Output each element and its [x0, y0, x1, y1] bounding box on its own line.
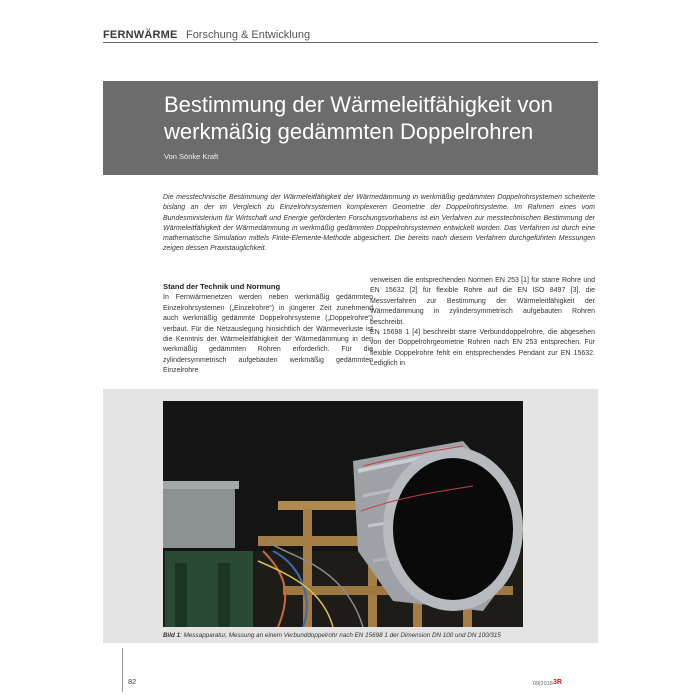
article-title: Bestimmung der Wärmeleitfähigkeit von werkmäßig gedämmten Doppelrohren [164, 92, 553, 144]
figure-area [103, 389, 598, 643]
header-section: Forschung & Entwicklung [185, 29, 311, 41]
measurement-apparatus-illustration [163, 401, 523, 627]
issue-label: 09|2018 [533, 681, 553, 687]
running-header [103, 25, 598, 43]
figure-caption-text: : Messapparatur, Messung an einem Verbunddoppelrohr nach EN 15698 1 der Dimension DN 100 und DN 100/315 [180, 632, 501, 639]
article-author: Von Sönke Kraft [164, 152, 219, 161]
figure-photo [163, 401, 523, 627]
body-paragraph: EN 15698 1 [4] beschreibt starre Verbunddoppelrohre, die abgesehen von der Doppelrohrgeometrie Rohren nach EN 253 entsprechen. Für flexible Doppelrohre fehlt ein entsprechendes Pendant zur EN 15632. Lediglich in [370, 329, 595, 368]
publisher-logo: 3R [553, 679, 562, 686]
title-block [103, 81, 598, 175]
footer-rule [122, 648, 123, 692]
figure-label: Bild 1 [163, 632, 181, 639]
figure-caption [163, 632, 603, 639]
text-column-right [370, 276, 595, 370]
body-paragraph: In Fernwärmenetzen werden neben werkmäßig gedämmten Einzelrohrsystemen („Einzelrohre“) in jüngerer Zeit zunehmend auch werkmäßig gedämmte Doppelrohrsysteme („Doppelrohre“) verbaut. Für die Netzauslegung hinsichtlich der Wärmeverluste ist die Kenntnis der Wärmeleitfähigkeit der Wärmedämmung in den werkmäßig gedämmten Rohren erforderlich. Für die zylindersymmetrisch aufgebauten werkmäßig gedämmten Einzelrohre [163, 294, 373, 375]
article-abstract: Die messtechnische Bestimmung der Wärmeleitfähigkeit der Wärmedämmung in werkmäßig gedämmten Doppelrohrsystemen scheiterte bislang an der im Vergleich zu Einzelrohrsystemen komplexeren Geometrie der Doppelrohrsysteme. Im Rahmen eines vom Bundesministerium für Wirtschaft und Energie geförderten Forschungsvorhabens ist ein Verfahren zur messtechnischen Bestimmung der Wärmeleitfähigkeit der Wärmedämmung in werkmäßig gedämmten Doppelrohrsystemen entwickelt worden. Das Verfahren ist durch eine mathematische Simulation mittels Finite-Elemente-Methode abgesichert. Die bereits nach diesem Verfahren durchgeführten Messungen zeigen dessen Praxistauglichkeit. [163, 194, 595, 253]
header-rule [103, 42, 598, 43]
page-number: 82 [128, 677, 137, 686]
body-paragraph: verweisen die entsprechenden Normen EN 253 [1] für starre Rohre und EN 15632 [2] für flexible Rohre auf die EN ISO 8497 [3], die Messverfahren zur Bestimmung der Wärmeleitfähigkeit der Wärmedämmung in zylindersymmetrisch aufgebauten Rohren beschreibt. [370, 277, 595, 326]
header-rubric: FERNWÄRME [103, 29, 178, 41]
section-heading: Stand der Technik und Normung [163, 282, 281, 291]
text-column-left [163, 282, 373, 377]
